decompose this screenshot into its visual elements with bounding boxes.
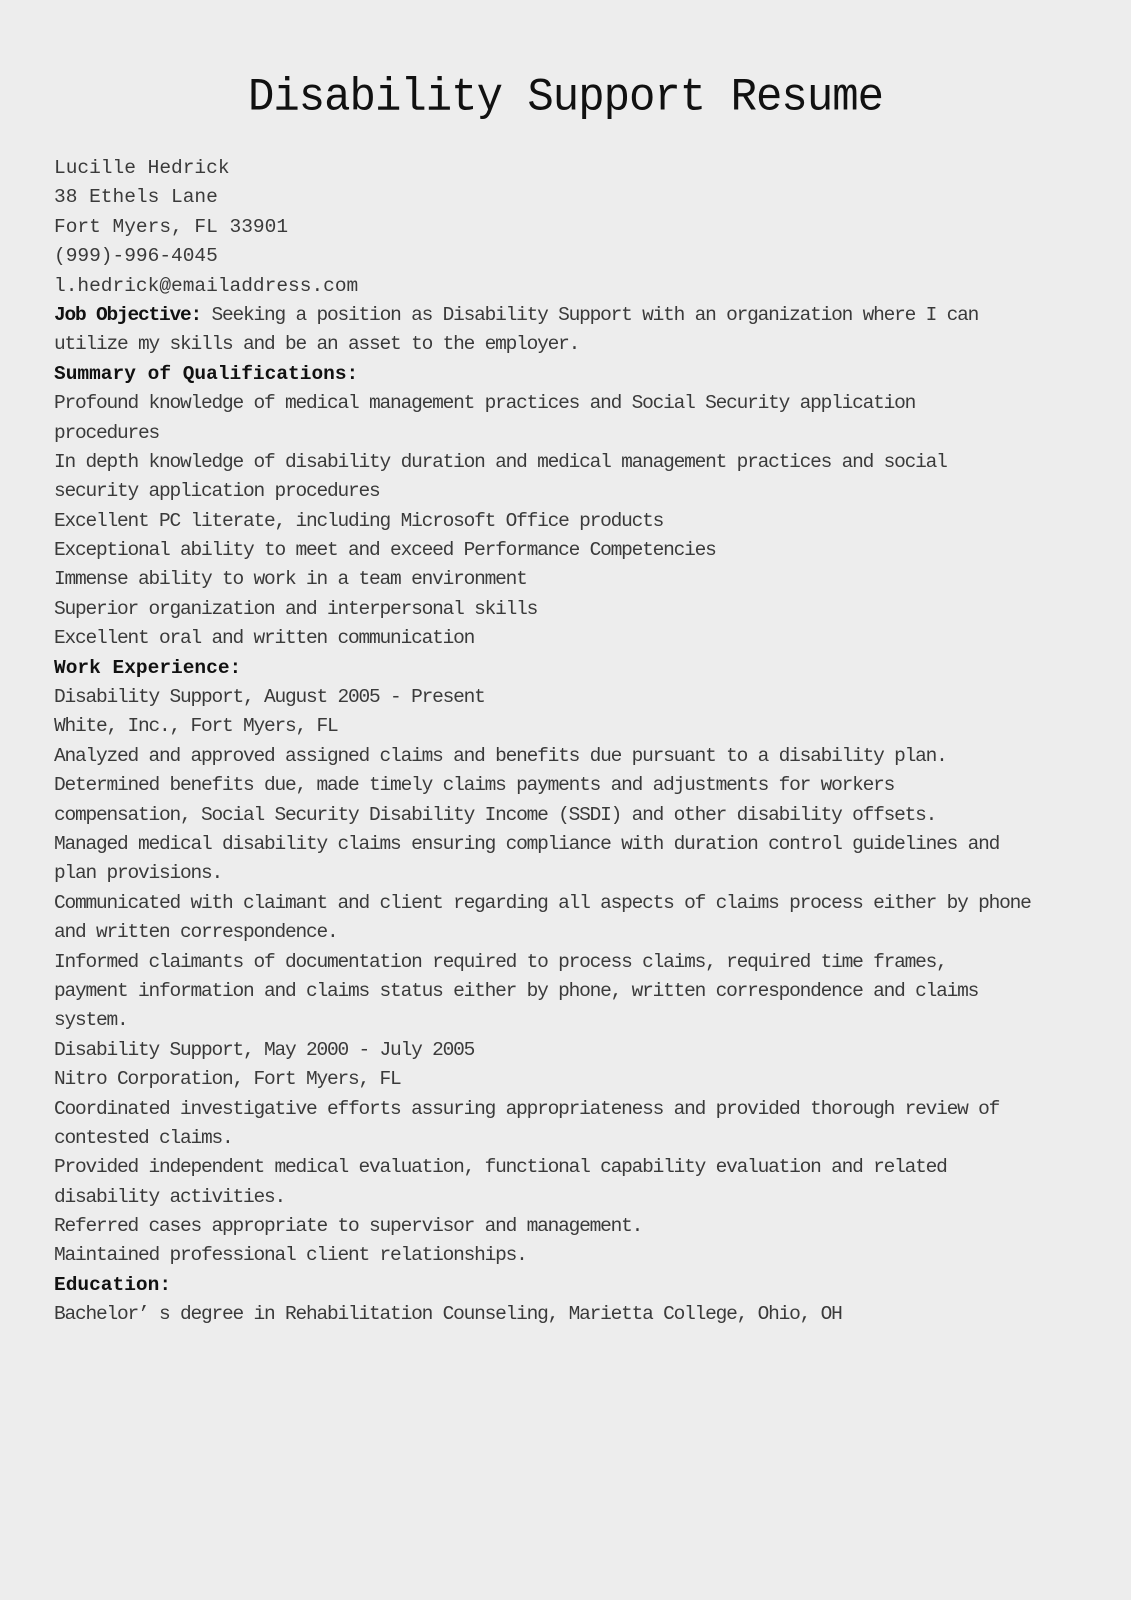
job-company: Nitro Corporation, Fort Myers, FL	[54, 1068, 401, 1091]
job-duty-line: payment information and claims status either by phone, written correspondence and claims	[54, 979, 979, 1002]
qualification-line: Superior organization and interpersonal skills	[54, 597, 538, 620]
contact-city: Fort Myers, FL 33901	[54, 215, 289, 238]
job-duty-line: contested claims.	[54, 1126, 233, 1149]
objective-text-1: Seeking a position as Disability Support with an organization where I can	[201, 303, 979, 326]
contact-street: 38 Ethels Lane	[54, 186, 218, 209]
qualification-line: Immense ability to work in a team environment	[54, 568, 527, 591]
contact-email: l.hedrick@emailaddress.com	[54, 274, 359, 297]
qualification-line: procedures	[54, 421, 160, 444]
job-duty-line: Provided independent medical evaluation, functional capability evaluation and related	[54, 1156, 947, 1179]
qualification-line: Exceptional ability to meet and exceed Performance Competencies	[54, 539, 716, 562]
education-line: Bachelor’ s degree in Rehabilitation Counseling, Marietta College, Ohio, OH	[54, 1303, 842, 1326]
job-title-dates: Disability Support, May 2000 - July 2005	[54, 1038, 475, 1061]
qualification-line: Excellent PC literate, including Microsoft Office products	[54, 509, 664, 532]
qualification-line: Excellent oral and written communication	[54, 627, 475, 650]
job-duty-line: Maintained professional client relationships.	[54, 1244, 527, 1267]
qualification-line: In depth knowledge of disability duration and medical management practices and social	[54, 450, 947, 473]
objective-line-2: utilize my skills and be an asset to the employer.	[54, 333, 580, 356]
education-heading: Education:	[54, 1273, 172, 1296]
job-duty-line: Analyzed and approved assigned claims and benefits due pursuant to a disability plan.	[54, 744, 947, 767]
job-duty-line: Informed claimants of documentation required to process claims, required time frames,	[54, 950, 947, 973]
job-duty-line: disability activities.	[54, 1185, 286, 1208]
qualifications-heading: Summary of Qualifications:	[54, 362, 359, 385]
job-company: White, Inc., Fort Myers, FL	[54, 715, 338, 738]
document-title: Disability Support Resume	[247, 71, 884, 125]
objective-label: Job Objective:	[54, 303, 202, 326]
job-duty-line: Coordinated investigative efforts assuring appropriateness and provided thorough review of	[54, 1097, 1000, 1120]
objective-line-1	[54, 301, 1054, 330]
job-duty-line: Determined benefits due, made timely claims payments and adjustments for workers	[54, 774, 895, 797]
job-title-dates: Disability Support, August 2005 - Present	[54, 686, 485, 709]
job-duty-line: Communicated with claimant and client regarding all aspects of claims process either by phone	[54, 891, 1031, 914]
job-duty-line: Referred cases appropriate to supervisor and management.	[54, 1215, 643, 1238]
job-duty-line: Managed medical disability claims ensuring compliance with duration control guidelines and	[54, 832, 1000, 855]
job-duty-line: plan provisions.	[54, 862, 223, 885]
job-duty-line: system.	[54, 1009, 128, 1032]
experience-heading: Work Experience:	[54, 656, 242, 679]
qualification-line: Profound knowledge of medical management practices and Social Security application	[54, 392, 916, 415]
resume-body	[54, 154, 1054, 1330]
job-duty-line: and written correspondence.	[54, 921, 338, 944]
qualification-line: security application procedures	[54, 480, 380, 503]
contact-name: Lucille Hedrick	[54, 157, 230, 179]
job-duty-line: compensation, Social Security Disability Income (SSDI) and other disability offsets.	[54, 803, 937, 826]
contact-phone: (999)-996-4045	[54, 245, 218, 268]
